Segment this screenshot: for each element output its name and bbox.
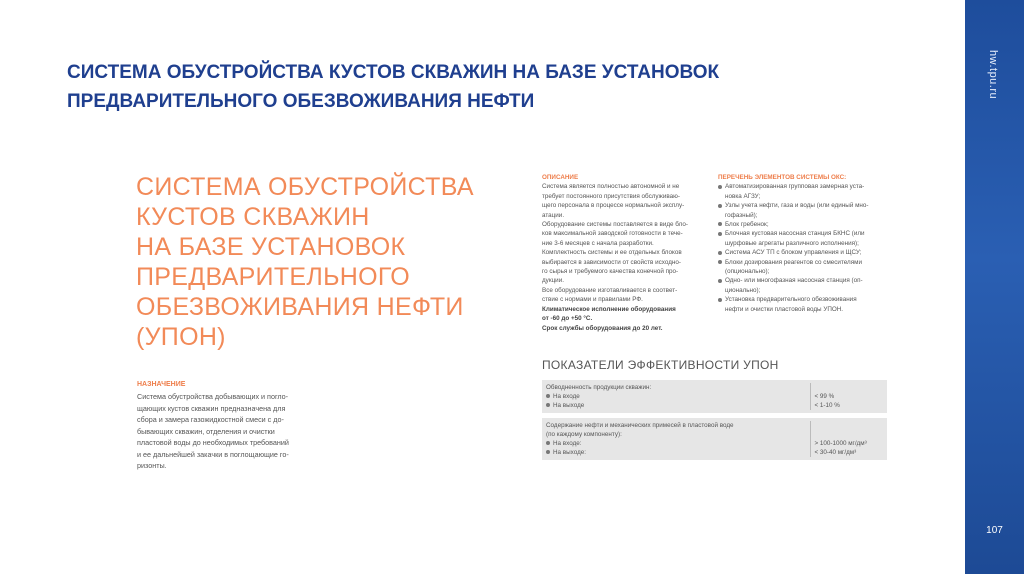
description-line: Система является полностью автономной и не: [542, 183, 680, 191]
bullet-icon: [546, 394, 550, 398]
description-line: щего персонала в процессе нормальной эксплу-: [542, 202, 685, 210]
efficiency-title: ПОКАЗАТЕЛИ ЭФФЕКТИВНОСТИ УПОН: [542, 358, 779, 372]
okc-item: Система АСУ ТП с блоком управления и ЩСУ;: [718, 248, 898, 257]
efficiency-block: [542, 380, 887, 413]
page-number: 107: [986, 525, 1003, 536]
okc-item-cont: ционально);: [725, 286, 761, 294]
bullet-icon: [718, 222, 722, 226]
purpose-line: и ее дальнейшей закачки в поглощающие го-: [137, 449, 289, 459]
okc-heading: ПЕРЕЧЕНЬ ЭЛЕМЕНТОВ СИСТЕМЫ ОКС:: [718, 174, 847, 181]
purpose-line: пластовой воды до необходимых требований: [137, 438, 289, 447]
bullet-icon: [546, 403, 550, 407]
big-heading-line: СИСТЕМА ОБУСТРОЙСТВА: [136, 173, 474, 201]
bullet-icon: [718, 279, 722, 283]
bullet-icon: [718, 204, 722, 208]
okc-item-cont: новка АГЗУ;: [725, 192, 761, 200]
description-line: го сырья и требуемого качества конечной про-: [542, 268, 679, 276]
okc-item: Узлы учета нефти, газа и воды (или единый мно-: [718, 201, 898, 210]
big-heading-line: ОБЕЗВОЖИВАНИЯ НЕФТИ: [136, 293, 464, 321]
efficiency-table: [542, 380, 887, 465]
page-title: [67, 58, 947, 116]
efficiency-row: На выходе < 1-10 %: [546, 401, 883, 410]
okc-item: Одно- или многофазная насосная станция (оп-: [718, 276, 898, 285]
bullet-icon: [546, 441, 550, 445]
okc-item: Блоки дозирования реагентов со смесителями: [718, 258, 898, 267]
purpose-line: ризонты.: [137, 461, 167, 470]
description-heading: ОПИСАНИЕ: [542, 174, 579, 181]
efficiency-row: На входе: > 100-1000 мг/дм³: [546, 439, 883, 448]
description-line: выбирается в зависимости от свойств исходно-: [542, 258, 681, 266]
efficiency-row: На входе < 99 %: [546, 392, 883, 401]
okc-item-cont: гофазный);: [725, 211, 758, 219]
description-line: требует постоянного присутствия обслуживаю-: [542, 192, 680, 200]
okc-item-cont: шурфовые агрегаты различного исполнения);: [725, 239, 859, 247]
service-life: Срок службы оборудования до 20 лет.: [542, 324, 663, 332]
purpose-text: [137, 391, 317, 472]
big-heading-line: НА БАЗЕ УСТАНОВОК: [136, 233, 406, 261]
description-column: [542, 173, 712, 333]
description-line: Оборудование системы поставляется в виде бло-: [542, 221, 688, 229]
site-url: hw.tpu.ru: [987, 50, 999, 100]
big-heading-line: КУСТОВ СКВАЖИН: [136, 203, 370, 231]
purpose-line: бывающих скважин, отделения и очистки: [137, 426, 275, 436]
okc-column: [718, 173, 898, 314]
bullet-icon: [718, 185, 722, 189]
purpose-heading: НАЗНАЧЕНИЕ: [137, 381, 186, 388]
okc-item-cont: (опционально);: [725, 268, 770, 276]
document-image: [120, 160, 900, 520]
purpose-line: щающих кустов скважин предназначена для: [137, 403, 286, 413]
description-line: ние 3-6 месяцев с начала разработки.: [542, 239, 654, 247]
big-heading-line: (УПОН): [136, 323, 226, 351]
efficiency-block: [542, 418, 887, 460]
page-title-line: ПРЕДВАРИТЕЛЬНОГО ОБЕЗВОЖИВАНИЯ НЕФТИ: [67, 91, 535, 112]
efficiency-block-header: Обводненность продукции скважин:: [546, 384, 652, 391]
okc-item: Блочная кустовая насосная станция БКНС (или: [718, 229, 898, 238]
sidebar: [965, 0, 1024, 574]
bullet-icon: [718, 251, 722, 255]
description-line: дукции.: [542, 277, 564, 285]
efficiency-row: На выходе: < 30-40 мг/дм³: [546, 448, 883, 457]
efficiency-block-header: (по каждому компоненту):: [546, 431, 622, 438]
description-line: Комплектность системы и ее отдельных блоков: [542, 249, 682, 257]
purpose-line: Система обустройства добывающих и погло-: [137, 392, 289, 401]
big-heading-line: ПРЕДВАРИТЕЛЬНОГО: [136, 263, 411, 291]
climate-value: от -60 до +50 °С.: [542, 315, 593, 323]
description-line: ствие с нормами и правилами РФ.: [542, 296, 643, 304]
description-line: ков максимальной заводской готовности в тече-: [542, 230, 683, 238]
big-heading: [136, 172, 496, 352]
description-line: Все оборудование изготавливается в соответ-: [542, 286, 678, 294]
okc-item-cont: нефти и очистки пластовой воды УПОН.: [725, 305, 844, 313]
description-line: атации.: [542, 211, 565, 219]
page-title-line: СИСТЕМА ОБУСТРОЙСТВА КУСТОВ СКВАЖИН НА БАЗЕ УСТАНОВОК: [67, 62, 720, 83]
okc-item: Установка предварительного обезвоживания: [718, 295, 898, 304]
purpose-line: сбора и замера газожидкостной смеси с до-: [137, 415, 284, 424]
bullet-icon: [718, 260, 722, 264]
climate-label: Климатическое исполнение оборудования: [542, 305, 676, 313]
efficiency-block-header: Содержание нефти и механических примесей в пластовой воде: [546, 422, 734, 429]
bullet-icon: [718, 298, 722, 302]
okc-item: Блок гребенок;: [718, 220, 898, 229]
okc-item: Автоматизированная групповая замерная уста-: [718, 182, 898, 191]
bullet-icon: [546, 450, 550, 454]
bullet-icon: [718, 232, 722, 236]
